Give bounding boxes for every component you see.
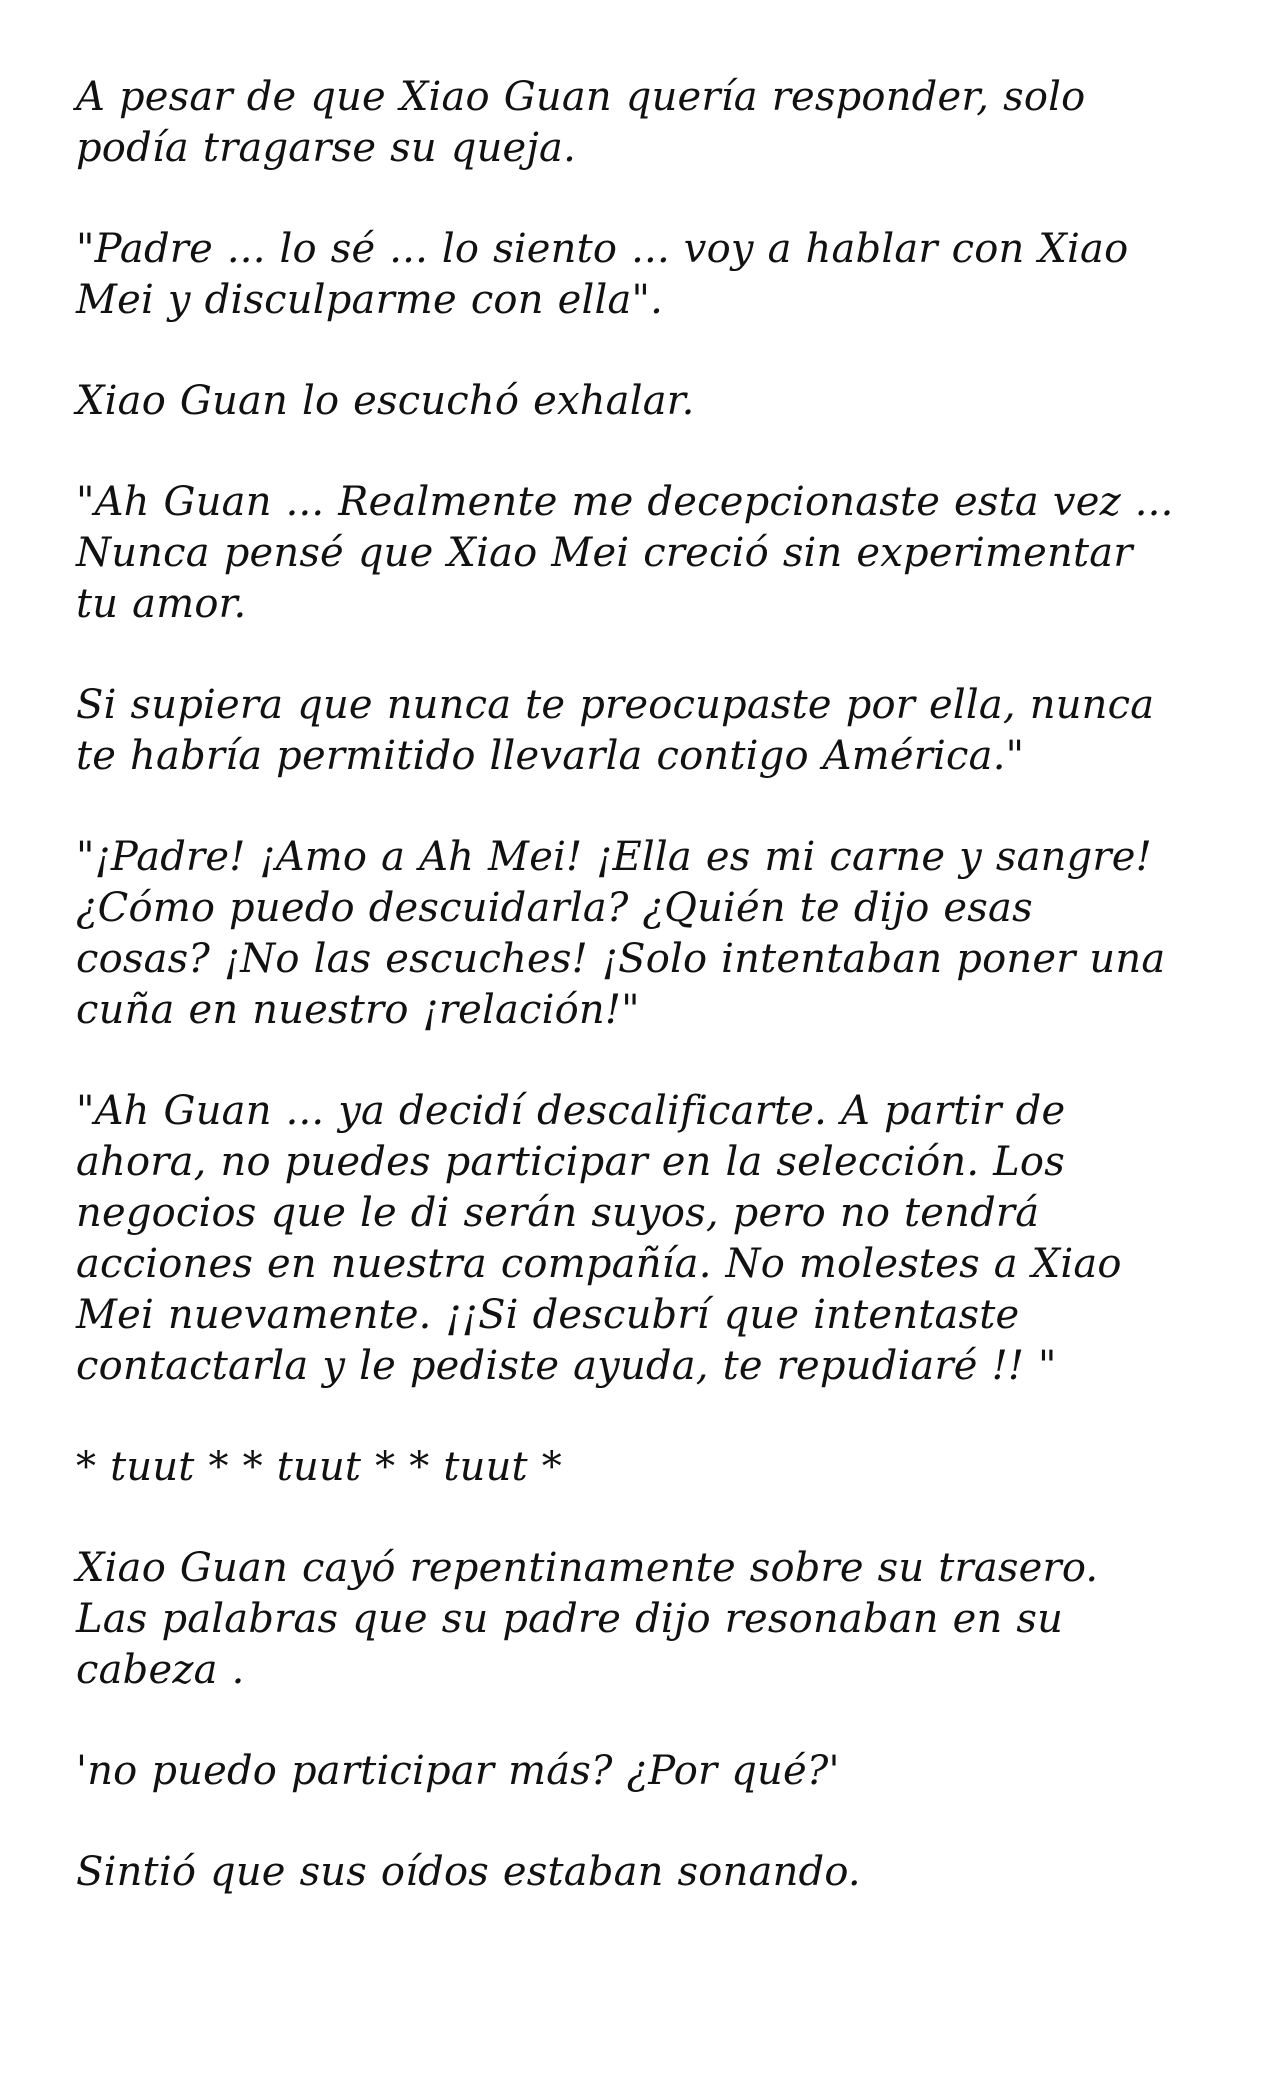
text-line: Mei y disculparme con ella". — [76, 277, 664, 323]
paragraph — [76, 477, 1215, 630]
paragraph — [76, 72, 1215, 174]
text-line: Si supiera que nunca te preocupaste por ella, nunca — [76, 682, 1155, 728]
paragraph — [76, 1543, 1215, 1696]
text-line: acciones en nuestra compañía. No molestes a Xiao — [76, 1241, 1122, 1287]
text-line: "¡Padre! ¡Amo a Ah Mei! ¡Ella es mi carne y sangre! — [76, 834, 1152, 880]
paragraph — [76, 1086, 1215, 1392]
text-line: cabeza . — [76, 1647, 245, 1693]
text-line: "Ah Guan ... Realmente me decepcionaste esta vez ... — [76, 479, 1174, 525]
text-line: "Padre ... lo sé ... lo siento ... voy a hablar con Xiao — [76, 226, 1129, 272]
paragraph — [76, 1847, 1215, 1898]
text-line: Las palabras que su padre dijo resonaban en su — [76, 1596, 1064, 1642]
text-line: Nunca pensé que Xiao Mei creció sin experimentar — [76, 530, 1133, 576]
text-line: te habría permitido llevarla contigo América." — [76, 733, 1025, 779]
text-line: cosas? ¡No las escuches! ¡Solo intentaban poner una — [76, 936, 1166, 982]
text-line: Xiao Guan cayó repentinamente sobre su trasero. — [76, 1545, 1099, 1591]
paragraph — [76, 680, 1215, 782]
paragraph — [76, 1442, 1215, 1493]
paragraph — [76, 1746, 1215, 1797]
paragraph — [76, 224, 1215, 326]
text-line: Xiao Guan lo escuchó exhalar. — [76, 378, 695, 424]
text-line: tu amor. — [76, 581, 247, 627]
text-line: 'no puedo participar más? ¿Por qué?' — [76, 1748, 840, 1794]
text-line: * tuut * * tuut * * tuut * — [76, 1444, 562, 1490]
text-line: ¿Cómo puedo descuidarla? ¿Quién te dijo esas — [76, 885, 1033, 931]
text-line: podía tragarse su queja. — [76, 125, 576, 171]
text-line: ahora, no puedes participar en la selección. Los — [76, 1139, 1065, 1185]
text-line: A pesar de que Xiao Guan quería responder, solo — [76, 74, 1086, 120]
text-line: Mei nuevamente. ¡¡Si descubrí que intentaste — [76, 1292, 1020, 1338]
text-line: negocios que le di serán suyos, pero no tendrá — [76, 1190, 1040, 1236]
text-line: "Ah Guan ... ya decidí descalificarte. A partir de — [76, 1088, 1066, 1134]
text-line: Sintió que sus oídos estaban sonando. — [76, 1849, 861, 1895]
paragraph — [76, 376, 1215, 427]
text-line: contactarla y le pediste ayuda, te repudiaré !! " — [76, 1343, 1057, 1389]
paragraph — [76, 832, 1215, 1036]
text-line: cuña en nuestro ¡relación!" — [76, 987, 640, 1033]
